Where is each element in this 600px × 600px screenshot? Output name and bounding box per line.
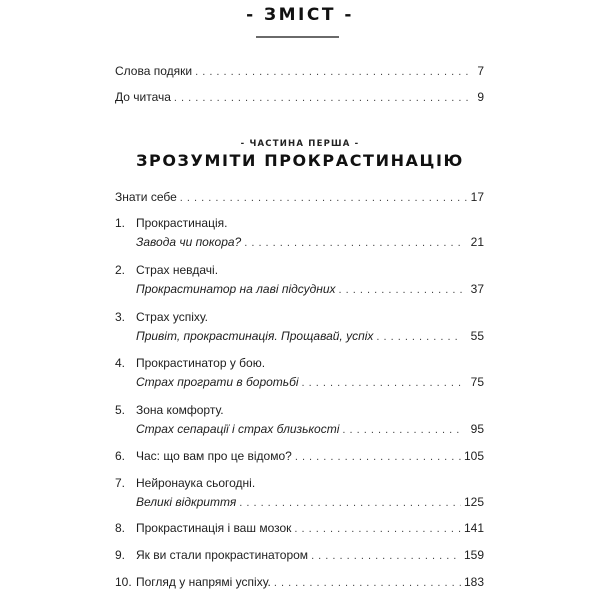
chapter-title: Нейронаука сьогодні. <box>136 476 256 490</box>
chapter-3-title[interactable] <box>115 310 208 324</box>
page-number: 75 <box>470 375 484 389</box>
chapter-9-entry[interactable] <box>115 548 484 562</box>
chapter-title: Погляд у напрямі успіху. <box>136 575 271 589</box>
chapter-number: 2. <box>115 263 126 277</box>
entry-label: Знати себе <box>115 190 177 204</box>
dot-leader <box>295 451 461 463</box>
chapter-4-title[interactable] <box>115 356 265 370</box>
toc-title: - ЗМІСТ - <box>246 5 354 25</box>
chapter-number: 3. <box>115 310 126 324</box>
toc-entry-acknowledgements[interactable] <box>115 64 484 78</box>
entry-label: До читача <box>115 90 171 104</box>
chapter-10-entry[interactable] <box>115 575 484 589</box>
page-number: 183 <box>463 575 484 589</box>
chapter-6-entry[interactable] <box>115 449 484 463</box>
part-label: - ЧАСТИНА ПЕРША - <box>240 139 360 149</box>
chapter-title: Час: що вам про це відомо? <box>136 449 292 463</box>
dot-leader <box>376 331 461 343</box>
chapter-subtitle: Страх сепарації і страх близькості <box>136 422 340 436</box>
dot-leader <box>339 284 462 296</box>
chapter-number: 7. <box>115 476 126 490</box>
dot-leader <box>239 497 461 509</box>
dot-leader <box>195 66 471 78</box>
chapter-number: 10. <box>115 575 132 589</box>
part-title: ЗРОЗУМІТИ ПРОКРАСТИНАЦІЮ <box>136 151 464 170</box>
dot-leader <box>294 523 461 535</box>
chapter-4-subtitle[interactable] <box>136 375 484 389</box>
dot-leader <box>244 237 461 249</box>
page-number: 95 <box>470 422 484 436</box>
chapter-7-title[interactable] <box>115 476 255 490</box>
chapter-number: 8. <box>115 521 126 535</box>
chapter-title: Прокрастинатор у бою. <box>136 356 266 370</box>
chapter-1-title[interactable] <box>115 216 227 230</box>
chapter-title: Страх невдачі. <box>136 263 219 277</box>
chapter-subtitle: Прокрастинатор на лаві підсудних <box>136 282 336 296</box>
chapter-title: Як ви стали прокрастинатором <box>136 548 309 562</box>
chapter-title: Прокрастинація. <box>136 216 228 230</box>
chapter-1-subtitle[interactable] <box>136 235 484 249</box>
chapter-title: Зона комфорту. <box>136 403 224 417</box>
chapter-title: Страх успіху. <box>136 310 209 324</box>
toc-entry-know-yourself[interactable] <box>115 190 484 204</box>
chapter-subtitle: Великі відкриття <box>136 495 237 509</box>
chapter-number: 5. <box>115 403 126 417</box>
chapter-subtitle: Страх програти в боротьбі <box>136 375 299 389</box>
chapter-8-entry[interactable] <box>115 521 484 535</box>
page-number: 105 <box>463 449 484 463</box>
chapter-5-subtitle[interactable] <box>136 422 484 436</box>
page-number: 21 <box>470 235 484 249</box>
chapter-title: Прокрастинація і ваш мозок <box>136 521 292 535</box>
chapter-number: 4. <box>115 356 126 370</box>
chapter-number: 9. <box>115 548 126 562</box>
page-number: 125 <box>463 495 484 509</box>
dot-leader <box>311 550 461 562</box>
chapter-number: 1. <box>115 216 126 230</box>
page-number: 159 <box>463 548 484 562</box>
dot-leader <box>302 377 462 389</box>
chapter-2-subtitle[interactable] <box>136 282 484 296</box>
dot-leader <box>180 192 468 204</box>
entry-label: Слова подяки <box>115 64 193 78</box>
page-number: 7 <box>477 64 484 78</box>
page-number: 17 <box>470 190 484 204</box>
page-number: 55 <box>470 329 484 343</box>
toc-entry-to-reader[interactable] <box>115 90 484 104</box>
dot-leader <box>274 577 461 589</box>
chapter-5-title[interactable] <box>115 403 224 417</box>
chapter-3-subtitle[interactable] <box>136 329 484 343</box>
dot-leader <box>342 424 461 436</box>
chapter-2-title[interactable] <box>115 263 218 277</box>
chapter-subtitle: Привіт, прокрастинація. Прощавай, успіх <box>136 329 374 343</box>
chapter-7-subtitle[interactable] <box>136 495 484 509</box>
dot-leader <box>174 92 471 104</box>
chapter-number: 6. <box>115 449 126 463</box>
page-number: 141 <box>463 521 484 535</box>
page-number: 37 <box>470 282 484 296</box>
title-underline <box>256 36 339 38</box>
page-number: 9 <box>477 90 484 104</box>
chapter-subtitle: Завода чи покора? <box>136 235 242 249</box>
